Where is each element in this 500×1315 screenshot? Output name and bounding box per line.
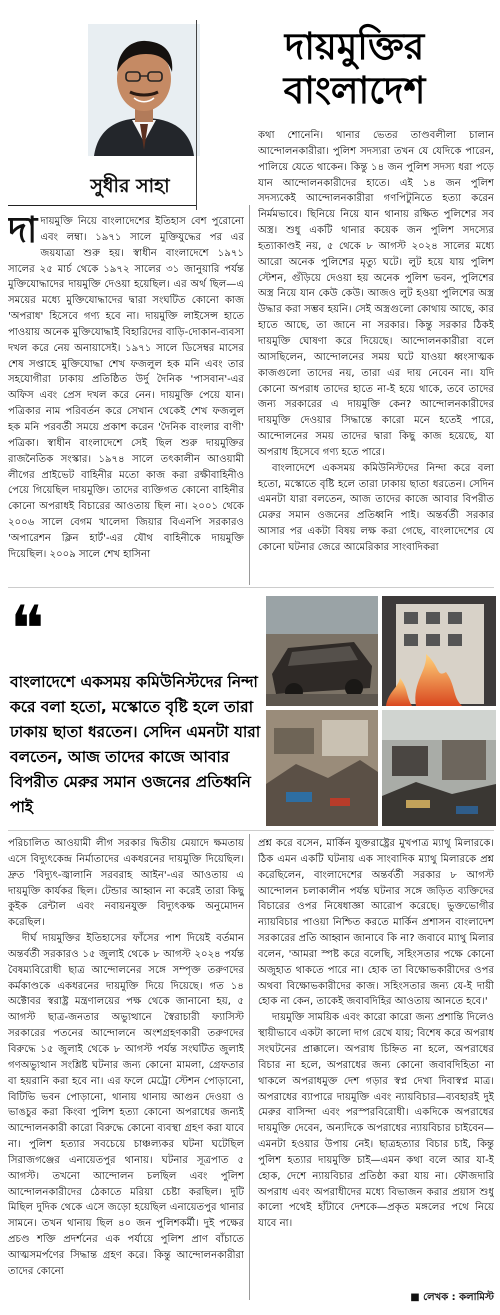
paragraph: প্রশ্ন করে বসেন, মার্কিন যুক্তরাষ্ট্রের মুখপাত্র ম্যাথু মিলারকে। ঠিক এমন একটি ঘটনায় এক সাংবাদিক ম্যাথু মিলারকে প্রশ্ন করেছিলেন, বাংলাদেশের অন্তর্বর্তী সরকার ৮ আগস্ট আন্দোলন চলাকালীন পর্যন্ত ঘটনার সঙ্গে জড়িত ব্যক্তিদের বিচারের ওপর নিষেধাজ্ঞা আরোপ করেছে। ভুক্তভোগীর ন্যায়বিচার পাওয়া নিশ্চিত করতে মার্কিন প্রশাসন বাংলাদেশ সরকারের প্রতি আহ্বান জানাবে কি না? জবাবে ম্যাথু মিলার বলেন, 'আমরা স্পষ্ট করে বলেছি, সহিংসতার পক্ষে কোনো অজুহাত থাকতে পারে না। হোক তা বিক্ষোভকারীদের ওপর অথবা বিক্ষোভকারীদের কাজ। সহিংসতার জন্য যে-ই দায়ী হোক না কেন, তাকেই জবাবদিহির আওতায় আনতে হবে।' (258, 838, 494, 1008)
headline-line-1: দায়মুক্তির (284, 24, 425, 68)
byline: ■ লেখক : কলামিস্ট (410, 1292, 494, 1303)
author-photo (88, 24, 200, 156)
photo-burning-building (382, 596, 496, 706)
quote-mark-icon: ❝ (10, 593, 45, 667)
headline-line-2: বাংলাদেশ (283, 68, 426, 112)
photo-ransacked-room (382, 710, 496, 826)
article-column-right-top (258, 128, 494, 584)
photo-debris (266, 710, 378, 826)
headline (212, 24, 497, 112)
pull-quote: বাংলাদেশে একসময় কমিউনিস্টদের নিন্দা করে বলা হতো, মস্কোতে বৃষ্টি হলে তারা ঢাকায় ছাতা ধরতেন। সেদিন এমনটা যারা বলতেন, আজ তাদের কাজে আবার বিপরীত মেরুর সমান ওজনের প্রতিধ্বনি পাই (10, 673, 261, 816)
author-portrait-icon (88, 24, 200, 156)
author-name: সুধীর সাহা (90, 175, 170, 197)
paragraph: পরিচালিত আওয়ামী লীগ সরকার দ্বিতীয় মেয়াদে ক্ষমতায় এসে বিদ্যুৎকেন্দ্র নির্মাতাদের একধরনের দায়মুক্তি দিয়েছিল। দ্রুত 'বিদ্যুৎ-জ্বালানি সরবরাহ আইন'-এর আওতায় এ দায়মুক্তি কার্যকর ছিল। টেন্ডার আহ্বান না করেই তারা কিছু কুইক রেন্টাল এবং নবায়নযুক্ত বিদ্যুৎকক্ষ অনুমোদন করেছিল। (8, 838, 244, 929)
photo-burnt-vehicle (266, 596, 378, 706)
article-column-left-top (8, 214, 244, 582)
paragraph: দায়মুক্তি সাময়িক এবং কারো কারো জন্য প্রশান্তি দিলেও স্থায়ীভাবে একটা কালো দাগ রেখে যায়; বিশেষ করে অপরাধ সংঘটনের প্রাক্কালে। অপরাধ চিহ্নিত না হলে, অপরাধের বিচার না হলে, অপরাধের জন্য কোনো জবাবদিহিতা না থাকলে অপরাধমুক্ত দেশ গড়ার স্বপ্ন দেখা দিবাস্বপ্ন মাত্র। অপরাধের ব্যাপারে দায়মুক্তি এবং ন্যায়বিচার—ব্যবহারই দুই মেরুর বাসিন্দা এবং পরস্পরবিরোধী। একদিকে অপরাধের দায়মুক্তি দেবেন, অন্যদিকে অপরাধের ন্যায়বিচার চাইবেন—এমনটা হওয়ার উপায় নেই। ছাত্রহত্যার বিচার চাই, কিন্তু পুলিশ হত্যার দায়মুক্তি চাই—এমন কথা বলে আর যা-ই হোক, দেশে ন্যায়বিচার প্রতিষ্ঠা করা যায় না। ফৌজদারি অপরাধ এবং অপরাধীদের মধ্যে বিভাজন করার প্রয়াস শুধু কালো পথেই হাঁটাবে দেশকে—প্রকৃত মঙ্গলের পথে নিয়ে যাবে না। (258, 1012, 494, 1230)
photo-collage (266, 596, 496, 826)
paragraph: দীর্ঘ দায়মুক্তির ইতিহাসের ফাঁসের পাশ দিয়েই বর্তমান অন্তর্বর্তী সরকারও ১৫ জুলাই থেকে ৮ আগস্ট ২০২৪ পর্যন্ত বৈষম্যবিরোধী ছাত্র আন্দোলনের সঙ্গে সম্পৃক্ত তরুণদের কর্মকাণ্ডকে একধরনের দায়মুক্তি দিয়ে দিয়েছে। গত ১৪ অক্টোবর স্বরাষ্ট্র মন্ত্রণালয়ের পক্ষ থেকে জানানো হয়, ৫ আগস্ট ছাত্র-জনতার অভ্যুত্থানে স্বৈরাচারী ফ্যাসিস্ট সরকারের পতনের আন্দোলনে অংশগ্রহণকারী তরুণদের বিরুদ্ধে ১৫ জুলাই থেকে ৮ আগস্ট পর্যন্ত সংঘটিত জুলাই গণঅভ্যুত্থান সংশ্লিষ্ট ঘটনার জন্য কোনো মামলা, গ্রেফতার বা হয়রানি করা হবে না। এর ফলে মেট্রো স্টেশন পোড়ানো, বিটিভি ভবন পোড়ানো, থানায় থানায় আগুন দেওয়া ও ভাঙচুর করা কিংবা পুলিশ হত্যা কোনো অপরাধের জন্যই আন্দোলনকারী কারো বিরুদ্ধে কোনো ব্যবস্থা গ্রহণ করা যাবে না। পুলিশ হত্যার সবচেয়ে চাঞ্চল্যকর ঘটনা ঘটেছিল সিরাজগঞ্জের এনায়েতপুর থানায়। ঘটনার সূত্রপাত ৫ আগস্ট। তখনো আন্দোলন চলছিল এবং পুলিশ আন্দোলনকারীদের ঠেকাতে মরিয়া চেষ্টা করছিল। দুটি মিছিল দুদিক থেকে এসে জড়ো হয়েছিল এনায়েতপুর থানার সামনে। তখন থানায় ছিল ৪০ জন পুলিশকর্মী। দুই পক্ষের প্রচণ্ড শক্তি প্রদর্শনের এক পর্যায়ে পুলিশ প্রাণ বাঁচাতে আত্মসমর্পণের সিদ্ধান্ত গ্রহণ করে। কিন্তু আন্দোলনকারীরা তাদের কোনো (8, 933, 244, 1277)
paragraph: বাংলাদেশে একসময় কমিউনিস্টদের নিন্দা করে বলা হতো, মস্কোতে বৃষ্টি হলে তারা ঢাকায় ছাতা ধরতেন। সেদিন এমনটা যারা বলতেন, আজ তাদের কাজে আবার বিপরীত মেরুর সমান ওজনের প্রতিধ্বনি পাই। অন্তর্বর্তী সরকার আসার পর একটা বিষয় লক্ষ করা গেছে, বাংলাদেশের যে কোনো ঘটনার জেরে আমেরিকার সাংবাদিকরা (258, 462, 494, 553)
paragraph: দাদায়মুক্তি নিয়ে বাংলাদেশের ইতিহাস বেশ পুরোনো এবং লম্বা। ১৯৭১ সালে মুক্তিযুদ্ধের পর এর জয়যাত্রা শুরু হয়। স্বাধীন বাংলাদেশে ১৯৭১ সালের ২৫ মার্চ থেকে ১৯৭২ সালের ৩১ জানুয়ারি পর্যন্ত মুক্তিযোদ্ধাদের দায়মুক্তি দেওয়া হয়েছিল। এর অর্থ ছিল—এ সময়ের মধ্যে মুক্তিযোদ্ধাদের দ্বারা সংঘটিত কোনো কাজ 'অপরাধ' হিসেবে গণ্য হবে না। দায়মুক্তি লাইসেন্স হাতে পাওয়ায় অনেক মুক্তিযোদ্ধাই বিহারিদের বাড়ি-দোকান-ব্যবসা দখল করে নেয় অনায়াসেই। ১৯৭১ সালে ডিসেম্বর মাসের শেষ সপ্তাহে মুক্তিযোদ্ধা শেখ ফজলুল হক মনি এবং তার সহযোগীরা ঢাকায় প্রতিষ্ঠিত উর্দু দৈনিক 'পাসবান'-এর অফিস এবং প্রেস দখল করে নেন। দায়মুক্তি পেয়ে যান। পত্রিকার নাম পরিবর্তন করে সেখান থেকেই শেখ ফজলুল হক মনি পরবর্তী সময়ে প্রকাশ করেন 'দৈনিক বাংলার বাণী' পত্রিকা। স্বাধীন বাংলাদেশে সেই ছিল শুরু দায়মুক্তির রাজনৈতিক সংস্কার। ১৯৭৪ সালে তৎকালীন আওয়ামী লীগের প্রাইভেট বাহিনীর মতো কাজ করা রক্ষীবাহিনীও পেয়ে গিয়েছিল দায়মুক্তি। তাদের ব্যক্তিগত কোনো বাহিনীর কোনো অপরাধই বিচারের আওতায় ছিল না। ২০০১ থেকে ২০০৬ সালে বেগম খালেদা জিয়ার বিএনপি সরকারও 'অপারেশন ক্লিন হার্ট'-এর যৌথ বাহিনীকে দায়মুক্তি দিয়েছিল। ২০০৯ সালে শেখ হাসিনা (8, 214, 244, 560)
paragraph: কথা শোনেনি। থানার ভেতর তাণ্ডবলীলা চালান আন্দোলনকারীরা। পুলিশ সদস্যরা তখন যে যেদিকে পারেন, পালিয়ে যেতে থাকেন। কিন্তু ১৪ জন পুলিশ সদস্য ধরা পড়ে যান আন্দোলনকারীদের হাতে। এই ১৪ জন পুলিশ সদস্যকেই আন্দোলনকারীরা গণপিটুনিতে হত্যা করেন নির্মমভাবে। ছিনিয়ে নিয়ে যান থানায় রক্ষিত পুলিশের সব অস্ত্র। শুধু একটি থানার কয়েক জন পুলিশ সদস্যের হত্যাকাণ্ডই নয়, ৫ থেকে ৮ আগস্ট ২০২৪ সালের মধ্যে আরো অনেক পুলিশের মৃত্যু ঘটে। লুট হয়ে যায় পুলিশ স্টেশন, গুঁড়িয়ে দেওয়া হয় অনেক পুলিশ ভবন, পুলিশের অস্ত্র নিয়ে যান কেউ কেউ। আজও লুট হওয়া পুলিশের অস্ত্র উদ্ধার করা সম্ভব হয়নি। সেই অস্ত্রগুলো কোথায় আছে, কার হাতে আছে, তা জানে না সরকার। কিন্তু সরকার ঠিকই দায়মুক্তি ঘোষণা করে দিয়েছে। আন্দোলনকারীরা বলে আসছিলেন, আন্দোলনের সময় ঘটে যাওয়া ধ্বংসাত্মক কাজগুলো তাদের নয়, তারা এর দায় নেবেন না। যদি কোনো অপরাধ তাদের হাতে না-ই হয়ে থাকে, তবে তাদের জন্য সরকারের এ দায়মুক্তি কেন? আন্দোলনকারীদের দায়মুক্তি দেওয়ার সিদ্ধান্তে কারো মনে হতেই পারে, আন্দোলনের সময় তাদের দ্বারা কিছু কাজ হয়েছে, যা অপরাধ হিসেবে গণ্য হতে পারে। (258, 130, 494, 458)
drop-cap: দা (8, 214, 38, 251)
article-column-right-bottom (258, 836, 494, 1286)
article-column-left-bottom (8, 836, 244, 1306)
